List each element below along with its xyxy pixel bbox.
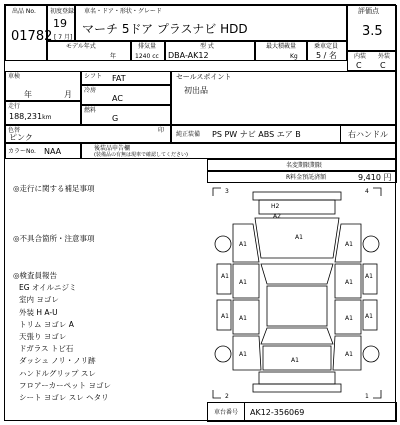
fuel-label: 燃料: [84, 107, 97, 114]
displacement-label: 排気量: [138, 43, 157, 50]
capacity-value: 5 / 名: [316, 51, 337, 60]
first-reg-label: 初度登録: [50, 8, 75, 15]
capacity-cell: [307, 41, 347, 61]
displacement-value: 1240 cc: [135, 53, 159, 60]
car-name: マーチ 5ドア プラスナビ HDD: [82, 22, 248, 36]
frame-number-value: AK12-356069: [250, 408, 305, 417]
max-load-unit: Kg: [290, 53, 298, 60]
exterior-label: 外装: [378, 53, 391, 60]
color-cell: [5, 125, 171, 143]
reg-month: [ 7 月]: [54, 34, 73, 41]
recycle-value: 9,410 円: [358, 173, 392, 182]
mark-a1: A1: [221, 313, 229, 320]
model-year-label: モデル年式: [66, 43, 96, 50]
score-label: 評価点: [358, 7, 379, 15]
max-load-cell: [255, 41, 307, 61]
color-no-cell: [5, 143, 81, 159]
recycle-cell: [207, 171, 397, 183]
interior-label: 内装: [354, 53, 367, 60]
inspection-month: 月: [64, 90, 72, 99]
inspector-item: フロアーカーペット ヨゴレ: [19, 380, 112, 390]
interior-value: C: [356, 61, 362, 70]
shift-value: FAT: [112, 74, 126, 83]
selling-point-cell: [171, 71, 397, 125]
inspector-item: 外装 H A-U: [19, 307, 58, 317]
mark-a1: A1: [239, 279, 247, 286]
score-cell: [347, 5, 397, 51]
type-cell: [165, 41, 255, 61]
mark-a1: A1: [239, 315, 247, 322]
color-label: 色替: [8, 127, 21, 134]
inspector-item: EG オイルニジミ: [19, 283, 77, 293]
mark-a1: A1: [365, 313, 373, 320]
corner-2-label: 2: [225, 393, 229, 400]
recall-cell: [81, 143, 397, 159]
defect-notes-title: ◎不具合箇所・注意事項: [13, 234, 95, 243]
lot-number: 01782: [11, 29, 53, 44]
car-name-label: 車名・ドア・形状・グレード: [84, 8, 162, 15]
registration-cell: [47, 5, 75, 41]
inspector-item: トリム ヨゴレ A: [19, 319, 74, 329]
exterior-value: C: [380, 61, 386, 70]
fuel-cell: [81, 105, 171, 125]
equipment-cell: [171, 125, 397, 143]
inspector-item: ハンドルグリップ スレ: [19, 368, 96, 378]
ac-cell: [81, 85, 171, 105]
corner-3-label: 3: [225, 188, 229, 195]
inspector-item: 室内 ヨゴレ: [19, 295, 59, 305]
mileage-cell: [5, 101, 81, 125]
displacement-cell: [131, 41, 165, 61]
inspector-notes-title: ◎検査員報告: [13, 271, 58, 280]
equipment-value: PS PW ナビ ABS エア B: [212, 130, 301, 139]
recycle-label: R料金預託済額: [286, 174, 327, 181]
inspector-notes: [13, 270, 111, 404]
auction-sheet: [4, 4, 396, 421]
color-no-value: NAA: [44, 147, 62, 156]
shift-cell: [81, 71, 171, 85]
mark-a1: A1: [221, 273, 229, 280]
equipment-label: 純正装備: [176, 131, 201, 138]
inspector-item: ダッシュ ノリ・ノリ跡: [19, 356, 96, 366]
mark-a1: A1: [345, 351, 353, 358]
mark-a1: A1: [295, 234, 303, 241]
mileage-value: 188,231km: [9, 112, 52, 121]
inspection-cell: [5, 71, 81, 101]
shift-label: シフト: [84, 73, 103, 80]
frame-number-label: 車台番号: [214, 409, 239, 416]
recall-label: 後装品申告欄: [94, 145, 131, 152]
color-no-label: カラーNo.: [8, 148, 36, 155]
corner-1-label: 1: [365, 393, 369, 400]
seal-label: 印: [158, 127, 165, 134]
type-label: 型 式: [200, 43, 214, 50]
inspection-year: 年: [24, 90, 32, 99]
inspection-label: 車検: [8, 73, 21, 80]
mark-a1: A1: [291, 357, 299, 364]
frame-number-cell: [207, 402, 397, 422]
inspector-item: ドガラス トビ石: [19, 344, 74, 354]
recall-note: (装備品の有無は現車で確認してください): [94, 152, 188, 158]
lot-cell: [5, 5, 53, 61]
capacity-label: 乗車定員: [314, 43, 339, 50]
mark-h2: H2: [271, 203, 280, 210]
mileage-label: 走行: [8, 103, 21, 110]
car-name-cell: [75, 5, 347, 41]
selling-point-value: 初出品: [184, 86, 208, 95]
selling-point-label: セールスポイント: [176, 73, 232, 81]
inspector-item: 天張り ヨゴレ: [19, 332, 67, 342]
color-value: ピンク: [9, 133, 33, 142]
mark-a1: A1: [345, 315, 353, 322]
running-notes: [13, 183, 95, 194]
mark-a2: A2: [273, 213, 281, 220]
type-value: DBA-AK12: [168, 51, 209, 60]
car-damage-diagram: [209, 184, 385, 402]
lot-label: 出品 No.: [12, 8, 36, 15]
model-year-cell: [47, 41, 131, 61]
warranty-cell: [207, 159, 397, 171]
mark-a1: A1: [345, 279, 353, 286]
fuel-value: G: [112, 114, 119, 123]
model-year-unit: 年: [110, 53, 117, 60]
mark-a1: A1: [239, 351, 247, 358]
score-value: 3.5: [362, 24, 383, 39]
warranty-label: 名変期限期限: [286, 162, 323, 169]
running-notes-title: ◎走行に関する補足事項: [13, 184, 95, 193]
steering-value: 右ハンドル: [348, 130, 388, 139]
mark-a1: A1: [365, 273, 373, 280]
interior-exterior-cell: [347, 51, 397, 71]
ac-label: 冷房: [84, 87, 97, 94]
mark-a1: A1: [239, 241, 247, 248]
defect-notes: [13, 233, 95, 244]
inspector-item: シート ヨゴレ スレ ヘタリ: [19, 393, 109, 403]
reg-year: 19: [53, 17, 67, 30]
mark-a1: A1: [345, 241, 353, 248]
ac-value: AC: [112, 94, 123, 103]
max-load-label: 最大積載量: [266, 43, 297, 50]
corner-4-label: 4: [365, 188, 369, 195]
